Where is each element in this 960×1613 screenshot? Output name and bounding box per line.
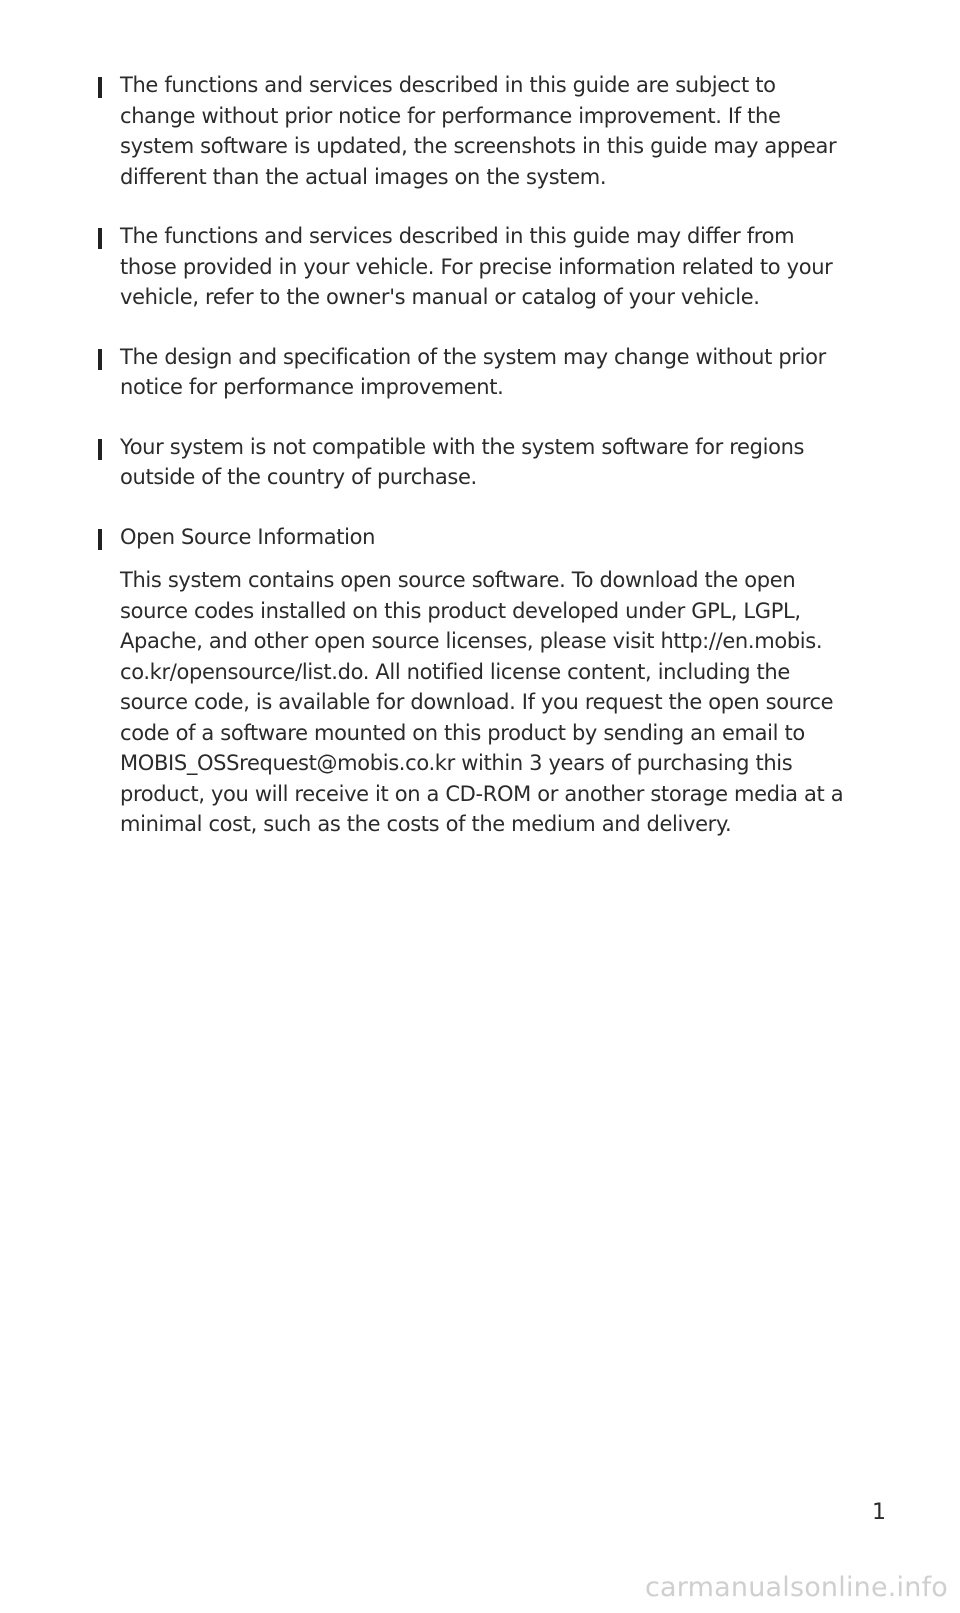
notice-list [98,70,858,869]
bullet-bar-icon [98,439,102,460]
open-source-body: This system contains open source software. To download the open source codes installed on this product developed under GPL, LGPL, Apache, and other open source licenses, please visit http://en.mobis. co.kr/opensource/list.do. All notified license content, including the source code, is available for download. If you request the open source code of a software mounted on this product by sending an email to MOBIS_OSSrequest@mobis.co.kr within 3 years of purchasing this product, you will receive it on a CD-ROM or another storage media at a minimal cost, such as the costs of the medium and delivery. [120,568,844,836]
notice-item [98,342,858,403]
open-source-section [98,522,858,840]
notice-item [98,432,858,493]
notice-item [98,221,858,313]
page-number: 1 [872,1500,886,1525]
bullet-bar-icon [98,77,102,98]
notice-text: Your system is not compatible with the system software for regions outside of the country of purchase. [120,434,805,489]
bullet-bar-icon [98,349,102,370]
notice-text: The functions and services described in this guide are subject to change without prior notice for performance improvement. If the system software is updated, the screenshots in this guide may appear different than the actual images on the system. [120,73,837,189]
notice-item [98,70,858,192]
open-source-heading: Open Source Information [120,524,376,549]
notice-text: The functions and services described in this guide may differ from those provided in your vehicle. For precise information related to your vehicle, refer to the owner's manual or catalog of your vehicle. [120,224,833,309]
notice-text: The design and specification of the system may change without prior notice for performance improvement. [120,344,826,399]
bullet-bar-icon [98,228,102,249]
bullet-bar-icon [98,529,102,550]
watermark: carmanualsonline.info [645,1572,948,1603]
